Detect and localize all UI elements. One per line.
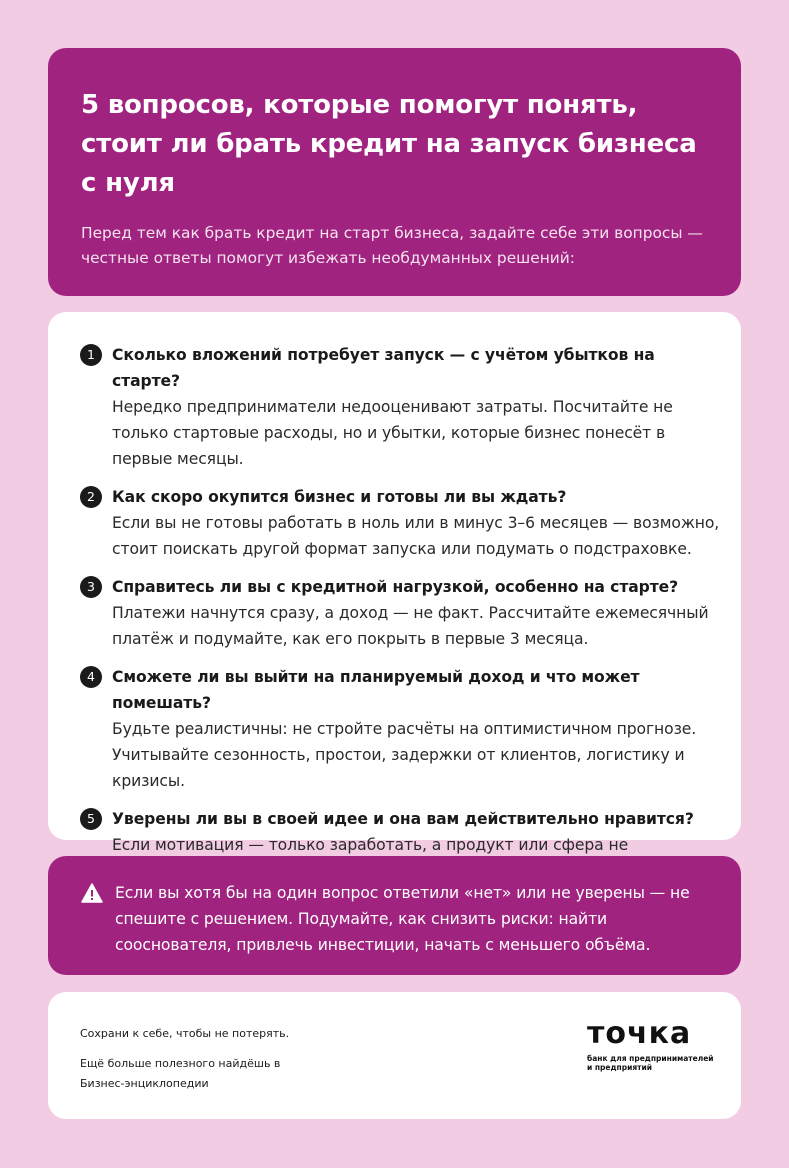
warning-text: Если вы хотя бы на один вопрос ответили «нет» или не уверены — не спешите с решением. Подумайте, как снизить риски: найти сооснователя, привлечь инвестиции, начать с меньшего объёма. (115, 884, 690, 954)
question-text: Нередко предприниматели недооценивают затраты. Посчитайте не только стартовые расходы, но и убытки, которые бизнес понесёт в первые месяцы. (112, 398, 673, 468)
questions-card (48, 312, 741, 854)
question-number-badge: 3 (80, 576, 102, 598)
question-title: Сможете ли вы выйти на планируемый доход и что может помешать? (112, 668, 640, 712)
save-note: Сохрани к себе, чтобы не потерять. (80, 1027, 290, 1040)
logo-tagline (587, 1054, 714, 1072)
encyclopedia-note-line1: Ещё больше полезного найдёшь в (80, 1057, 281, 1070)
logo-tagline-line1: банк для предпринимателей (587, 1054, 714, 1063)
warning-icon (81, 882, 103, 904)
question-item (80, 574, 721, 652)
question-text: Если мотивация — только заработать, а продукт или сфера не (112, 836, 629, 854)
question-item (80, 664, 721, 794)
intro-text: Перед тем как брать кредит на старт бизнеса, задайте себе эти вопросы — честные ответы помогут избежать необдуманных решений: (81, 224, 703, 267)
question-text: Будьте реалистичны: не стройте расчёты на оптимистичном прогнозе. Учитывайте сезонность, простои, задержки от клиентов, логистику и кризисы. (112, 720, 697, 790)
logo-tagline-line2: и предприятий (587, 1063, 653, 1072)
question-number-badge: 4 (80, 666, 102, 688)
logo-wordmark: точка (587, 1016, 692, 1051)
warning-card (48, 856, 741, 975)
question-title: Уверены ли вы в своей идее и она вам действительно нравится? (112, 810, 694, 828)
encyclopedia-link[interactable]: Бизнес-энциклопедии (80, 1077, 209, 1090)
footer-card (48, 992, 741, 1119)
question-title: Сколько вложений потребует запуск — с учётом убытков на старте? (112, 346, 655, 390)
question-text: Если вы не готовы работать в ноль или в минус 3–6 месяцев — возможно, стоит поискать другой формат запуска или подумать о подстраховке. (112, 514, 720, 558)
question-number-badge: 5 (80, 808, 102, 830)
question-text: Платежи начнутся сразу, а доход — не факт. Рассчитайте ежемесячный платёж и подумайте, как его покрыть в первые 3 месяца. (112, 604, 709, 648)
question-title: Справитесь ли вы с кредитной нагрузкой, особенно на старте? (112, 578, 679, 596)
question-number-badge: 2 (80, 486, 102, 508)
page-title: 5 вопросов, которые помогут понять, стоит ли брать кредит на запуск бизнеса с нуля (81, 90, 697, 198)
brand-logo (587, 1016, 714, 1072)
question-number-badge: 1 (80, 344, 102, 366)
header-card (48, 48, 741, 296)
question-item (80, 484, 721, 562)
question-title: Как скоро окупится бизнес и готовы ли вы ждать? (112, 488, 567, 506)
question-item (80, 342, 721, 472)
